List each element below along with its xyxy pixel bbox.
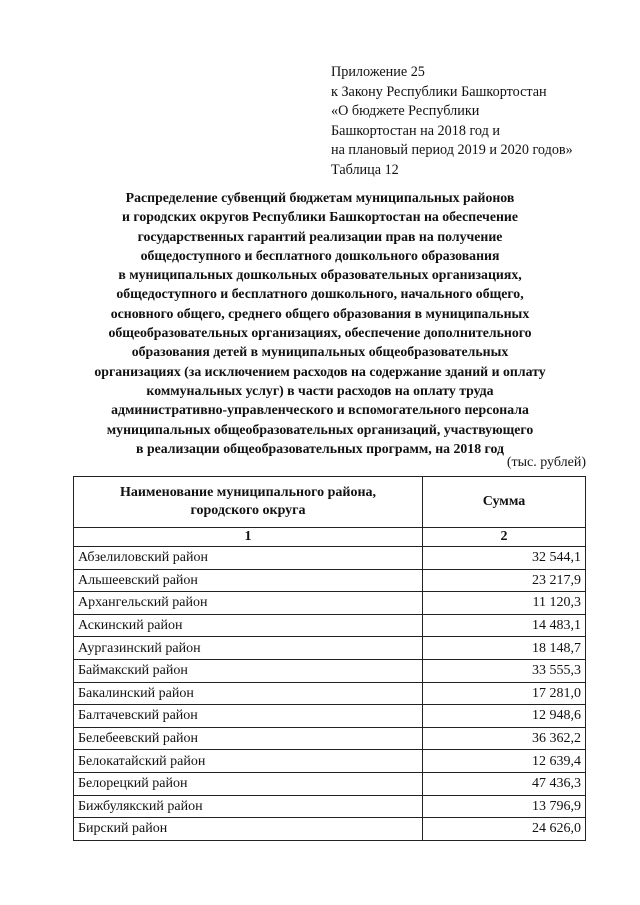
table-row: [74, 592, 586, 615]
district-sum: 11 120,3: [423, 592, 586, 615]
appendix-line: Приложение 25: [331, 64, 425, 80]
district-sum: 13 796,9: [423, 795, 586, 818]
title-line: в реализации общеобразовательных программ, на 2018 год: [136, 440, 504, 456]
title-line: и городских округов Республики Башкортостан на обеспечение: [122, 209, 518, 225]
appendix-line: Башкортостан на 2018 год и: [331, 122, 500, 139]
table-row: [74, 750, 586, 773]
table-row: [74, 569, 586, 592]
column-number-row: [74, 528, 586, 547]
title-line: общедоступного и бесплатного дошкольного образования: [140, 247, 500, 263]
subvention-table: [73, 476, 586, 841]
district-sum: 24 626,0: [423, 818, 586, 841]
district-name: Абзелиловский район: [74, 547, 423, 570]
title-line: муниципальных общеобразовательных организаций, участвующего: [106, 421, 534, 437]
district-sum: 33 555,3: [423, 659, 586, 682]
title-line: образования детей в муниципальных общеобразовательных: [131, 344, 509, 360]
title-line: коммунальных услуг) в части расходов на оплату труда: [146, 382, 494, 398]
column-number: 2: [423, 528, 586, 547]
table-row: [74, 637, 586, 660]
appendix-line: на плановый период 2019 и 2020 годов»: [331, 142, 573, 158]
header-name-column: [74, 477, 423, 528]
title-line: организациях (за исключением расходов на содержание зданий и оплату: [94, 363, 546, 379]
district-name: Бирский район: [74, 818, 423, 841]
table-row: [74, 795, 586, 818]
district-sum: 14 483,1: [423, 614, 586, 637]
table-row: [74, 547, 586, 570]
table-row: [74, 727, 586, 750]
table-row: [74, 614, 586, 637]
table-number: Таблица 12: [331, 161, 399, 178]
header-sum-column: Сумма: [423, 477, 586, 528]
appendix-line: «О бюджете Республики: [331, 103, 480, 119]
table-row: [74, 682, 586, 705]
district-name: Бакалинский район: [74, 682, 423, 705]
district-sum: 17 281,0: [423, 682, 586, 705]
district-sum: 32 544,1: [423, 547, 586, 570]
table-row: [74, 705, 586, 728]
units-label: (тыс. рублей): [506, 455, 586, 470]
appendix-reference: [331, 63, 573, 180]
title-line: административно-управленческого и вспомогательного персонала: [111, 402, 529, 418]
district-name: Белорецкий район: [74, 772, 423, 795]
table-row: [74, 659, 586, 682]
district-name: Белокатайский район: [74, 750, 423, 773]
title-line: Распределение субвенций бюджетам муниципальных районов: [125, 190, 515, 205]
title-line: основного общего, среднего общего образования в муниципальных: [110, 305, 530, 321]
title-line: общеобразовательных организациях, обеспечение дополнительного: [108, 325, 532, 341]
district-sum: 47 436,3: [423, 772, 586, 795]
district-sum: 36 362,2: [423, 727, 586, 750]
table-row: [74, 772, 586, 795]
title-line: государственных гарантий реализации прав на получение: [137, 228, 503, 244]
district-name: Альшеевский район: [74, 569, 423, 592]
title-line: общедоступного и бесплатного дошкольного, начального общего,: [116, 286, 524, 302]
district-name: Аскинский район: [74, 614, 423, 637]
district-sum: 18 148,7: [423, 637, 586, 660]
column-number: 1: [74, 528, 423, 547]
district-sum: 12 639,4: [423, 750, 586, 773]
district-name: Архангельский район: [74, 592, 423, 615]
header-name-line: Наименование муниципального района,: [119, 485, 377, 500]
district-name: Аургазинский район: [74, 637, 423, 660]
table-header-row: [74, 477, 586, 528]
title-line: в муниципальных дошкольных образовательных организациях,: [118, 267, 522, 283]
district-name: Баймакский район: [74, 659, 423, 682]
header-name-line: городского округа: [190, 503, 306, 518]
document-title: [60, 188, 580, 458]
table-row: [74, 818, 586, 841]
appendix-line: к Закону Республики Башкортостан: [331, 83, 547, 100]
district-name: Белебеевский район: [74, 727, 423, 750]
district-name: Балтачевский район: [74, 705, 423, 728]
district-name: Бижбулякский район: [74, 795, 423, 818]
district-sum: 12 948,6: [423, 705, 586, 728]
district-sum: 23 217,9: [423, 569, 586, 592]
